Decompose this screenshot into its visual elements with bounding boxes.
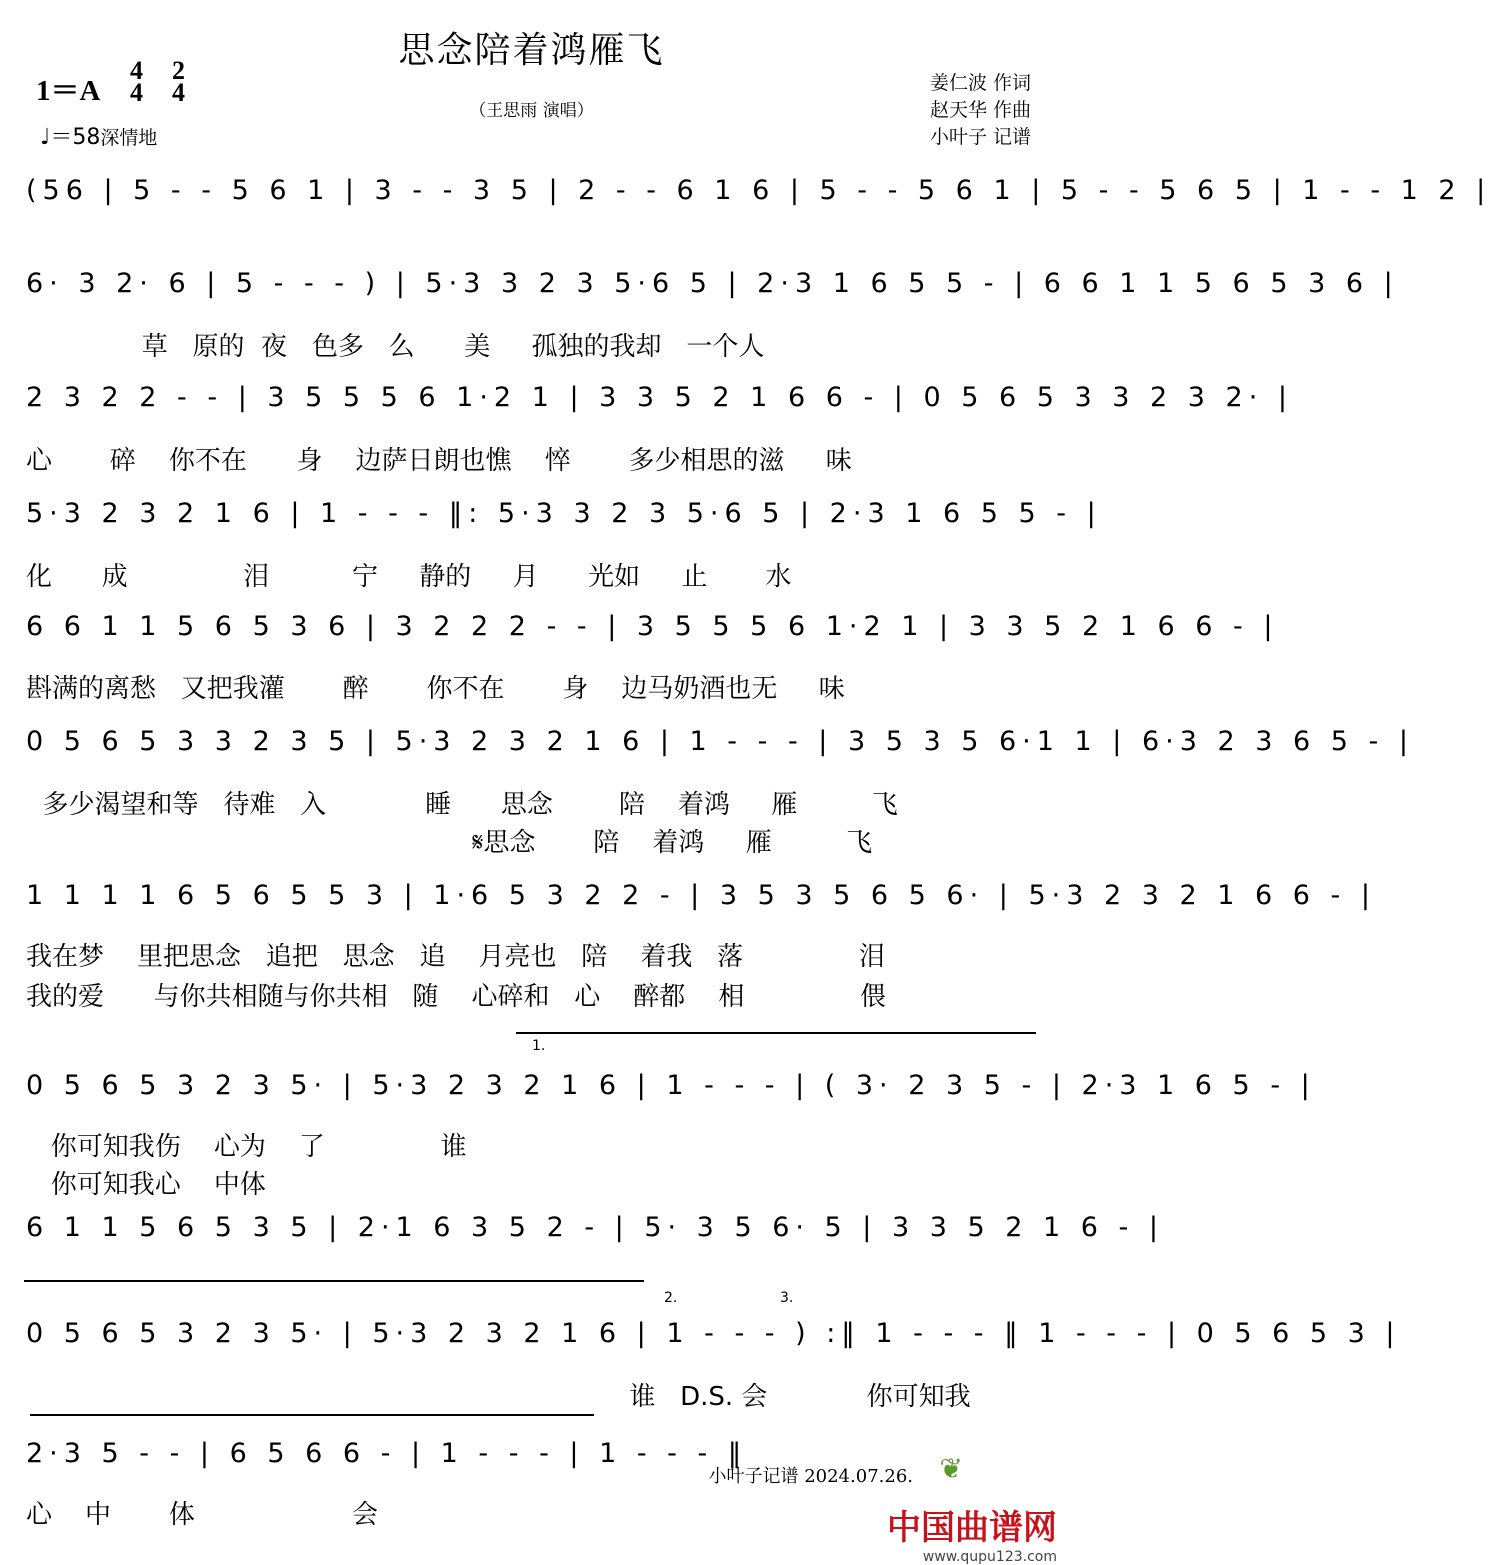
composer: 赵天华 作曲 — [929, 99, 1031, 121]
lyrics-row-6a: 多少渴望和等 待难 入 睡 思念 陪 着鸿 雁 飞 — [26, 790, 898, 820]
transcriber-signature: 小叶子记谱 2024.07.26. — [708, 1466, 913, 1487]
final-volta-line — [30, 1414, 594, 1416]
lyrics-row-2: 草 原的 夜 色多 么 美 孤独的我却 一个人 — [26, 332, 765, 362]
notes: 5·3 2 3 2 1 6 | 1 - - - ‖: 5·3 3 2 3 5·6 5 | 2·3 1 6 5 5 - | — [26, 498, 1102, 529]
lyrics-row-7a: 我在梦 里把思念 追把 思念 追 月亮也 陪 着我 落 泪 — [26, 942, 885, 972]
lyricist: 姜仁波 作词 — [929, 72, 1031, 94]
notes: 6· 3 2· 6 | 5 - - - ) | 5·3 3 2 3 5·6 5 | 2·3 1 6 5 5 - | 6 6 1 1 5 6 5 3 6 | — [26, 268, 1399, 299]
score-row-7 — [26, 880, 1376, 940]
score-row-4 — [26, 498, 1102, 558]
notes: (56 | 5 - - 5 6 1 | 3 - - 3 5 | 2 - - 6 1 6 | 5 - - 5 6 1 | 5 - - 5 6 5 | 1 - - 1 2 | — [26, 175, 1491, 206]
repeat-line — [24, 1280, 644, 1282]
notes: 0 5 6 5 3 2 3 5· | 5·3 2 3 2 1 6 | 1 - - - | ( 3· 2 3 5 - | 2·3 1 6 5 - | — [26, 1070, 1316, 1101]
notes: 6 1 1 5 6 5 3 5 | 2·1 6 3 5 2 - | 5· 3 5 6· 5 | 3 3 5 2 1 6 - | — [26, 1212, 1164, 1243]
lyrics-row-8b: 你可知我心 中体 — [26, 1170, 266, 1200]
lyrics-row-7b: 我的爱 与你共相随与你共相 随 心碎和 心 醉都 相 偎 — [26, 982, 887, 1012]
score-row-11 — [26, 1438, 748, 1498]
meter-b: 2 4 — [172, 56, 185, 107]
score-title: 思念陪着鸿雁飞 — [398, 30, 665, 71]
lyrics-row-5: 斟满的离愁 又把我灌 醉 你不在 身 边马奶酒也无 味 — [26, 674, 845, 704]
score-row-1 — [26, 175, 1491, 235]
score-row-9 — [26, 1212, 1164, 1272]
score-row-5 — [26, 611, 1279, 671]
meter-a: 4 4 — [130, 56, 143, 107]
notes: 2 3 2 2 - - | 3 5 5 5 6 1·2 1 | 3 3 5 2 1 6 6 - | 0 5 6 5 3 3 2 3 2· | — [26, 382, 1293, 413]
notes: 0 5 6 5 3 2 3 5· | 5·3 2 3 2 1 6 | 1 - - - ) :‖ 1 - - - ‖ 1 - - - | 0 5 6 5 3 | — [26, 1318, 1401, 1349]
volta-line — [516, 1032, 1036, 1034]
lyrics-row-11: 心 中 体 会 — [26, 1500, 378, 1530]
lyrics-row-6b: 𝄋思念 陪 着鸿 雁 飞 — [26, 828, 873, 858]
score-row-8 — [26, 1070, 1316, 1130]
lyrics-row-3: 心 碎 你不在 身 边萨日朗也憔 悴 多少相思的滋 味 — [26, 446, 852, 476]
score-row-3 — [26, 382, 1293, 442]
volta-3: 3. — [780, 1290, 794, 1306]
notes: 6 6 1 1 5 6 5 3 6 | 3 2 2 2 - - | 3 5 5 5 6 1·2 1 | 3 3 5 2 1 6 6 - | — [26, 611, 1279, 642]
score-row-6 — [26, 726, 1414, 786]
score-row-2 — [26, 268, 1399, 328]
volta-1: 1. — [532, 1038, 546, 1054]
lyrics-row-8a: 你可知我伤 心为 了 谁 — [26, 1132, 467, 1162]
key-signature: 1＝A — [36, 75, 101, 107]
lyrics-row-10: 谁 D.S. 会 你可知我 — [26, 1382, 971, 1412]
credits — [930, 70, 1031, 151]
notes: 0 5 6 5 3 3 2 3 5 | 5·3 2 3 2 1 6 | 1 - - - | 3 5 3 5 6·1 1 | 6·3 2 3 6 5 - | — [26, 726, 1414, 757]
volta-2: 2. — [664, 1290, 678, 1306]
score-row-10 — [26, 1318, 1401, 1378]
performer: （王思雨 演唱） — [469, 101, 594, 121]
notes: 2·3 5 - - | 6 5 6 6 - | 1 - - - | 1 - - - ‖ — [26, 1438, 748, 1469]
transcriber: 小叶子 记谱 — [929, 126, 1031, 148]
leaf-icon: ❦ — [939, 1452, 963, 1485]
tempo-marking: ♩＝58深情地 — [40, 125, 158, 150]
notes: 1 1 1 1 6 5 6 5 5 3 | 1·6 5 3 2 2 - | 3 5 3 5 6 5 6· | 5·3 2 3 2 1 6 6 - | — [26, 880, 1376, 911]
lyrics-row-4: 化 成 泪 宁 静的 月 光如 止 水 — [26, 562, 792, 592]
site-watermark: 中国曲谱网 www.qupu123.com — [887, 1508, 1057, 1565]
